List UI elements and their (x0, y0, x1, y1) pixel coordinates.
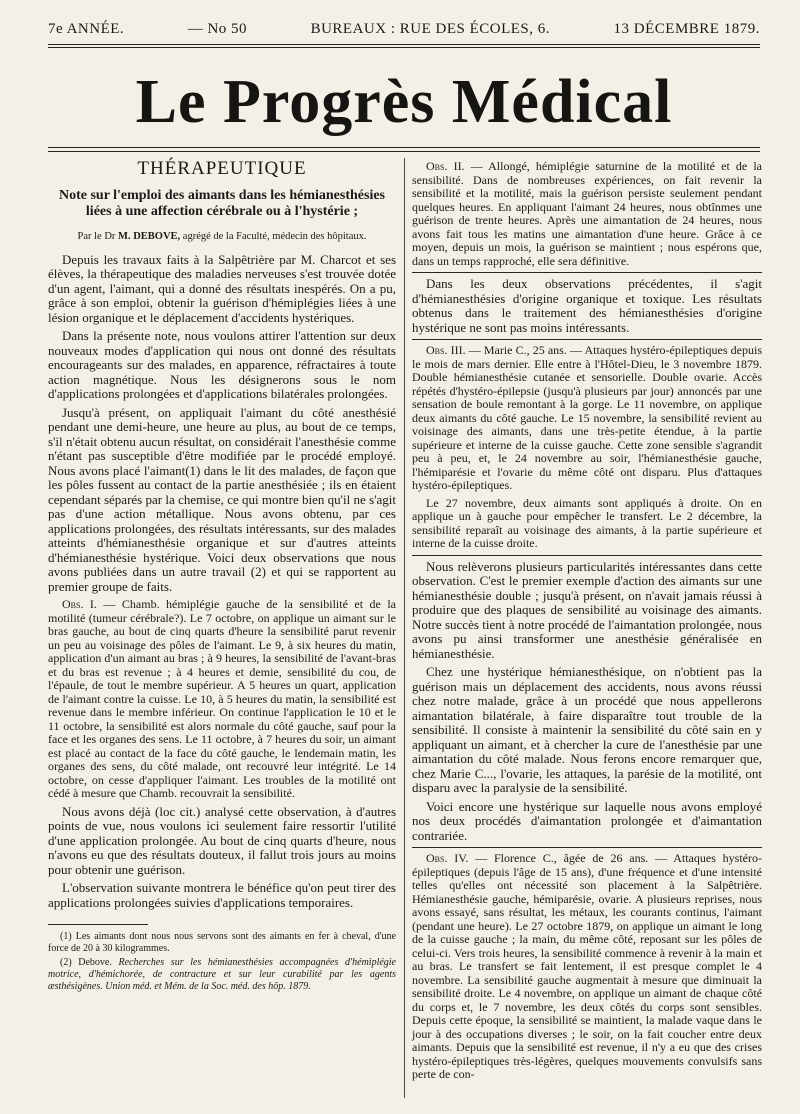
observation-label: Obs. II. (426, 159, 465, 173)
byline (48, 230, 396, 245)
paragraph: Dans la présente note, nous voulons attirer l'attention sur deux nouveaux modes d'application qui nous ont donné des résultats encourageants sur des malades, en apparence, réfractaires à toute action magnétique. Nous les désignerons sous le nom d'applications prolongées et d'applications bilatérales prolongées. (48, 328, 396, 401)
column-divider (404, 158, 405, 1098)
header-rule-top (48, 44, 760, 45)
footnote-2 (48, 957, 396, 993)
byline-suffix: agrégé de la Faculté, médecin des hôpitaux. (182, 231, 367, 242)
observation-2 (412, 160, 762, 268)
footnote-2-author: (2) Debove. (60, 957, 112, 968)
masthead-rule-bottom (48, 151, 760, 152)
header-rule-bottom (48, 47, 760, 48)
separator (412, 272, 762, 273)
section-title: THÉRAPEUTIQUE (137, 158, 307, 179)
footnote-2-title: Recherches sur les hémianesthésies accompagnées d'hémiplégie motrice, d'hémichorée, de contracture et sur leur curabilité par les agents æsthésigènes. Union méd. (48, 957, 396, 992)
observation-4 (412, 852, 762, 1082)
left-column (48, 158, 396, 995)
paragraph: Jusqu'à présent, on appliquait l'aimant du côté anesthésié pendant une demi-heure, une heure au plus, au bout de ce temps, s'il n'était obtenu aucun résultat, on considérait l'anesthésie comme n'étant pas susceptible d'être modifiée par le procédé employé. Nous avons placé l'aimant(1) dans le lit des malades, de façon que les pôles fussent au contact de la partie anesthésiée ; ils en étaient cependant séparés par la chemise, ce qui montre bien qu'il ne s'agit pas d'une action métallique. Nous avons obtenu, par ces applications prolongées, des résultats intéressants, sur des malades atteints d'hémianesthésie organique et sur d'autres atteints d'hémianesthésie hystérique. Voici deux observations que nous avons publiées dans un autre travail (2) et qui se rapportent au premier groupe de faits. (48, 404, 396, 594)
issue-number: — No 50 (187, 20, 248, 37)
paragraph: Nous relèverons plusieurs particularités intéressantes dans cette observation. C'est le premier exemple d'action des aimants sur une hémianesthésie double ; jusqu'à présent, on n'avait jamais réussi à produire que des plaques de sensibilité au voisinage des aimants. Notre succès tient à notre procédé de l'aimantation prolongée, nous avons pu ainsi transformer une anesthésie généralisée en hémianesthésie. (412, 558, 762, 661)
paragraph: Nous avons déjà (loc cit.) analysé cette observation, à d'autres points de vue, nous voulons ici seulement faire ressortir l'utilité d'une application prolongée. Au bout de cinq quarts d'heure, nous n'avons eu que des résultats douteux, il fallut trois jours au moins pour obtenir une guérison. (48, 803, 396, 877)
paragraph: L'observation suivante montrera le bénéfice qu'on peut tirer des applications prolongées suivies d'applications temporaires. (48, 880, 396, 910)
issue-header (48, 18, 760, 40)
observation-text: — Florence C., âgée de 26 ans. — Attaques hystéro-épileptiques (depuis l'âge de 15 ans), d'une fréquence et d'une intensité telles qu'elles ont nécessité son placement à la Salpêtrière. Hémianesthésie gauche, hémiparésie, ovarie. A plusieurs reprises, nous avons essayé, sans résultat, les métaux, les courants continus, l'aimant (pendant une heure). Le 27 octobre 1879, on applique un aimant le long de la cuisse gauche ; la main, du même côté, reposant sur les pôles de celui-ci. Vers trois heures, la sensibilité commence à revenir à la main et au bras. Le transfert se fait lentement, il est presque complet le 4 novembre. La sensibilité gauche augmentait à mesure que diminuait la sensibilité droite. Le 4 novembre, on applique un aimant de chaque côté du corps et, le 7 novembre, les deux côtés du corps sont sensibles. Depuis cette époque, la sensibilité se maintient, la malade vaque dans le jour à des occupations diverses ; le soir, on la fait coucher entre deux aimants. Depuis que la sensibilité est revenue, il n'y a eu que des crises hystéro-épileptiques très-légères, quelques mouvements convulsifs sans perte de con- (412, 851, 763, 1081)
observation-3-continued: Le 27 novembre, deux aimants sont appliqués à droite. On en applique un à gauche pour empêcher le transfert. Le 2 décembre, la sensibilité reparaît au voisinage des aimants, à la partie supérieure et interne de la cuisse droite. (412, 495, 762, 550)
observation-text: — Chamb. hémiplégie gauche de la sensibilité et de la motilité (tumeur cérébrale?). Le 7 octobre, on applique un aimant sur le bras gauche, au bout de cinq quarts d'heure la sensibilité parut revenir un peu au voisinage des pôles de l'aimant. Le 9, à six heures du matin, application d'un aimant au bras ; à 9 heures, la sensibilité de l'avant-bras et du bras est revenue ; à 4 heures et demie, sensibilité du cou, de l'épaule, de tout le membre supérieur. A 5 heures un quart, application de l'aimant contre la cuisse. Le 10, à 5 heures du matin, la sensibilité est revenue dans le membre inférieur. On continue l'application le 10 et le 11 octobre, la sensibilité est alors normale du côté gauche, sauf pour la face et les organes des sens. Le 11 octobre, à 7 heures du soir, un aimant est placé au contact de la face du côté gauche, le lendemain matin, les organes des sens, du côté malade, ont recouvré leur intégrité. Le 14 octobre, on cesse d'appliquer l'aimant. Les troubles de la motilité ont cédé à mesure que Chamb. recouvrait la sensibilité. (48, 597, 396, 800)
separator (412, 555, 762, 556)
paragraph: Voici encore une hystérique sur laquelle nous avons employé nos deux procédés d'aimantation prolongée et d'aimantation contrariée. (412, 798, 762, 843)
footnote-1: (1) Les aimants dont nous nous servons sont des aimants en fer à cheval, d'une force de 20 à 30 kilogrammes. (48, 931, 396, 954)
paragraph: Dans les deux observations précédentes, il s'agit d'hémianesthésies d'origine organique et toxique. Les résultats obtenus dans le traitement des hémianesthésies d'origine hystérique ne sont pas moins intéressants. (412, 276, 762, 335)
article-title: Note sur l'emploi des aimants dans les hémianesthésies liées à une affection cérébrale ou à l'hystérie ; (58, 188, 386, 219)
byline-author: M. DEBOVE, (118, 231, 181, 242)
observation-text: — Marie C., 25 ans. — Attaques hystéro-épileptiques depuis le mois de mars dernier. Elle entre à l'Hôtel-Dieu, le 3 novembre 1879. Double hémianesthésie cutanée et sensorielle. Double ovarie. Accès répétés d'hystéro-épilepsie (jusqu'à plusieurs par jour) annoncés par une sensation de boule remontant à la gorge. Le 11 novembre, on applique deux aimants du côté gauche. Le 15 novembre, la sensibilité revient au voisinage des aimants, dans une très-petite étendue, à la partie supérieure et interne de la cuisse gauche. Cette zone sensible s'agrandit peu à peu, et, le 24 novembre au soir, l'hémianesthésie gauche, l'hémiparésie et l'ovarie du même côté ont disparu. Plus d'attaques hystéro-épileptiques. (412, 343, 762, 492)
footnote-2-source: et Mém. de la Soc. méd. des hôp. 1879. (154, 981, 311, 992)
observation-text: — Allongé, hémiplégie saturnine de la motilité et de la sensibilité. Dans de nombreuses expériences, on fait revenir la sensibilité et la motilité, mais la guérison persiste seulement pendant quelques heures. En appliquant l'aimant 24 heures, nous obtînmes une guérison de trente heures. Après une aimantation de 24 heures, nous avons fait tous les matins une aimantation d'une heure. Grâce à ce moyen, depuis un mois, la guérison se maintient ; nous espérons que, dans un temps rapproché, elle sera définitive. (412, 159, 762, 268)
observation-label: Obs. IV. (426, 851, 469, 865)
masthead-title: Le Progrès Médical (135, 68, 673, 136)
observation-3 (412, 344, 762, 493)
observation-label: Obs. I. (62, 597, 97, 611)
byline-prefix: Par le Dr (77, 231, 116, 242)
observation-1 (48, 598, 396, 801)
separator (412, 847, 762, 848)
masthead-rule-top (48, 147, 760, 148)
issue-date: 13 DÉCEMBRE 1879. (613, 20, 760, 37)
separator (412, 339, 762, 340)
footnotes (48, 931, 396, 993)
office-address: BUREAUX : RUE DES ÉCOLES, 6. (310, 20, 550, 37)
paragraph: Depuis les travaux faits à la Salpêtrière par M. Charcot et ses élèves, la thérapeutique des maladies nerveuses s'est trouvée dotée d'un agent, l'aimant, qui a donné des résultats inespérés. On a pu, grâce à son emploi, obtenir la guérison d'hémiplégies liées à une lésion organique et le déplacement d'accidents hystériques. (48, 251, 396, 325)
right-column (412, 160, 762, 1086)
paragraph: Chez une hystérique hémianesthésique, on n'obtient pas la guérison mais un déplacement des accidents, nous avons réussi chez notre malade, grâce à un procédé que nous appellerons aimantation bilatérale, à faire disparaître tout trouble de la sensibilité. Il consiste à maintenir la sensibilité du côté sain en y appliquant un aimant, et à chercher la cure de l'anesthésie par une aimantation du côté malade. Nous ferons encore remarquer que, chez Marie C..., l'ovarie, les attaques, la parésie de la motilité, ont disparu avec la paralysie de la sensibilité. (412, 664, 762, 795)
observation-label: Obs. III. (426, 343, 466, 357)
issue-year: 7e ANNÉE. (48, 20, 125, 37)
footnote-rule (48, 924, 148, 925)
